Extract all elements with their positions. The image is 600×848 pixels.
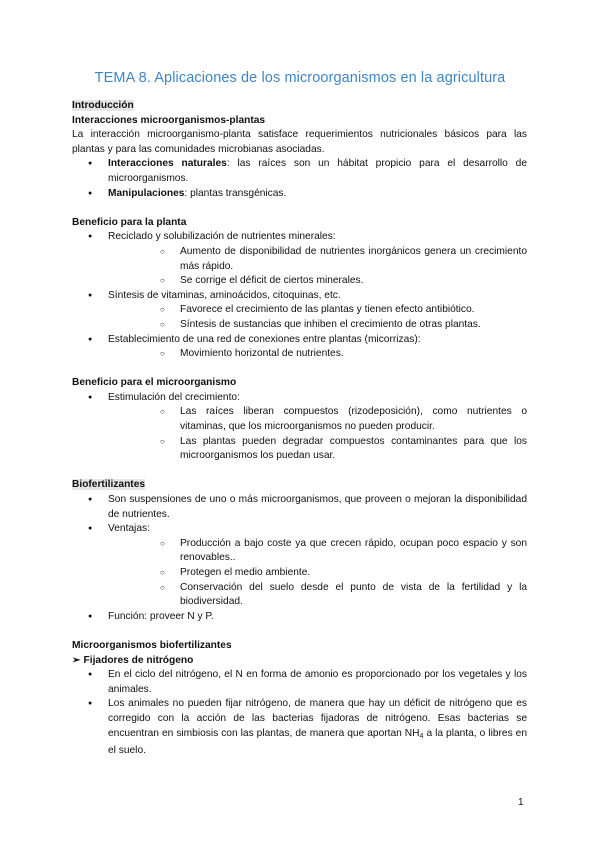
section-heading-microorganismo: Beneficio para el microorganismo bbox=[72, 377, 237, 389]
sub-list-item: ○ Producción a bajo coste ya que crecen rápido, ocupan poco espacio y son renovables.. bbox=[108, 537, 527, 566]
list-item: ● Función: proveer N y P. bbox=[72, 610, 527, 625]
page-number: 1 bbox=[518, 797, 524, 808]
list-item: ● Estimulación del crecimiento: ○ Las raíces liberan compuestos (rizodeposición), como nutrientes o vitaminas, que los microorganismos no pueden producir. ○ Las plantas pueden degradar compuestos contaminantes para que los microorganismos los puedan usar. bbox=[72, 391, 527, 464]
list-item: ● Reciclado y solubilización de nutrientes minerales: ○ Aumento de disponibilidad de nutrientes inorgánicos genera un crecimiento más rápido. ○ Se corrige el déficit de ciertos minerales. bbox=[72, 230, 527, 288]
section-heading-introduccion: Introducción bbox=[72, 100, 134, 111]
intro-paragraph: La interacción microorganismo-planta satisface requerimientos nutricionales básicos para las plantas y para las comunidades microbianas asociadas. bbox=[72, 129, 527, 155]
list-item: ● Establecimiento de una red de conexiones entre plantas (micorrizas): ○ Movimiento horizontal de nutrientes. bbox=[72, 333, 527, 362]
sub-list-item: ○ Protegen el medio ambiente. bbox=[108, 566, 527, 581]
section-heading-biofertilizantes: Biofertilizantes bbox=[72, 479, 146, 491]
sub-list-item: ○ Aumento de disponibilidad de nutrientes inorgánicos genera un crecimiento más rápido. bbox=[108, 245, 527, 274]
subheading-interacciones: Interacciones microorganismos-plantas bbox=[72, 114, 266, 126]
section-heading-microorganismos-biofertilizantes: Microorganismos biofertilizantes bbox=[72, 639, 232, 651]
sub-list-item: ○ Se corrige el déficit de ciertos minerales. bbox=[108, 274, 527, 289]
list-item: ● Ventajas: ○ Producción a bajo coste ya que crecen rápido, ocupan poco espacio y son renovables.. ○ Protegen el medio ambiente. ○ Conservación del suelo desde el punto de vista de la fertilidad y la biodiversidad. bbox=[72, 522, 527, 610]
list-item: ● Manipulaciones: plantas transgénicas. bbox=[72, 187, 527, 202]
subheading-fijadores: ➢ Fijadores de nitrógeno bbox=[72, 654, 194, 666]
sub-list-item: ○ Síntesis de sustancias que inhiben el crecimiento de otras plantas. bbox=[108, 318, 527, 333]
sub-list-item: ○ Conservación del suelo desde el punto de vista de la fertilidad y la biodiversidad. bbox=[108, 581, 527, 610]
page-title: TEMA 8. Aplicaciones de los microorganismos en la agricultura bbox=[94, 70, 506, 86]
arrow-bullet-icon: ➢ bbox=[72, 654, 81, 666]
document-body bbox=[72, 99, 527, 759]
sub-list-item: ○ Movimiento horizontal de nutrientes. bbox=[108, 347, 527, 362]
sub-list-item: ○ Favorece el crecimiento de las plantas y tienen efecto antibiótico. bbox=[108, 303, 527, 318]
list-item: ● Son suspensiones de uno o más microorganismos, que proveen o mejoran la disponibilidad de nutrientes. bbox=[72, 493, 527, 522]
list-item: ● En el ciclo del nitrógeno, el N en forma de amonio es proporcionado por los vegetales y los animales. bbox=[72, 668, 527, 697]
list-item: ● Interacciones naturales: las raíces son un hábitat propicio para el desarrollo de microorganismos. bbox=[72, 157, 527, 186]
list-item: ● Los animales no pueden fijar nitrógeno, de manera que hay un déficit de nitrógeno que es corregido con la acción de las bacterias fijadoras de nitrógeno. Esas bacterias se encuentran en simbiosis con las plantas, de manera que aportan $NH_4$ a la planta, o libres en el suelo. bbox=[72, 697, 527, 758]
sub-list-item: ○ Las raíces liberan compuestos (rizodeposición), como nutrientes o vitaminas, que los microorganismos no pueden producir. bbox=[108, 405, 527, 434]
sub-list-item: ○ Las plantas pueden degradar compuestos contaminantes para que los microorganismos los puedan usar. bbox=[108, 435, 527, 464]
list-item: ● Síntesis de vitaminas, aminoácidos, citoquinas, etc. ○ Favorece el crecimiento de las plantas y tienen efecto antibiótico. ○ Síntesis de sustancias que inhiben el crecimiento de otras plantas. bbox=[72, 289, 527, 333]
section-heading-planta: Beneficio para la planta bbox=[72, 216, 187, 228]
